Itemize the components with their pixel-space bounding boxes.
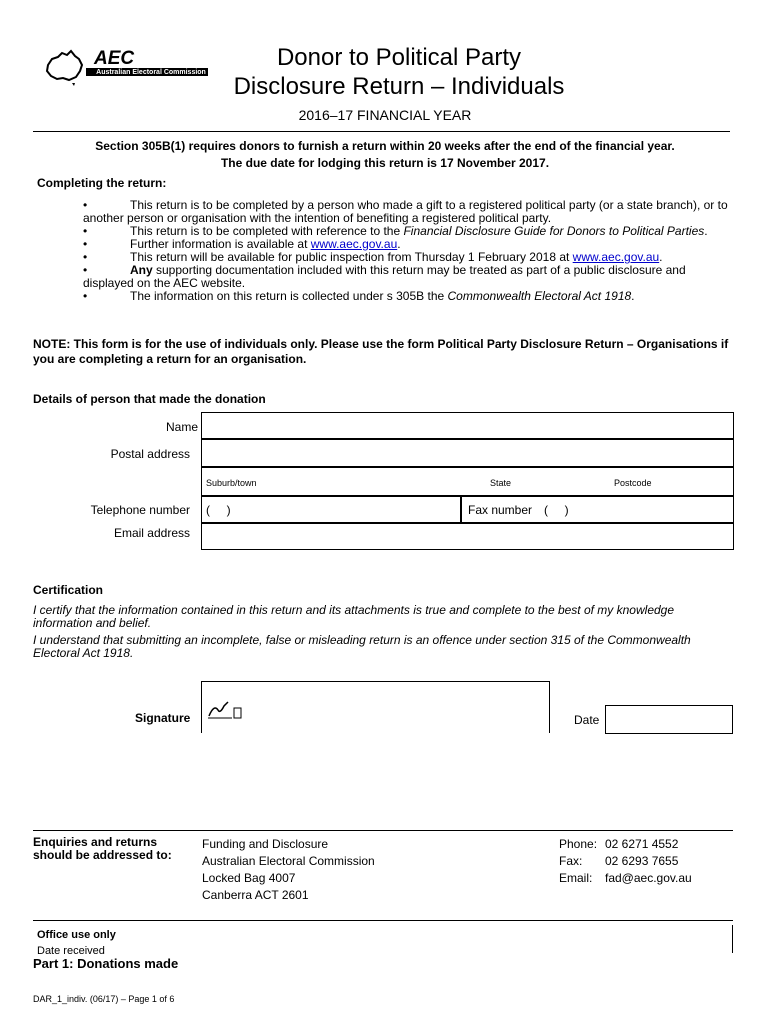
details-heading: Details of person that made the donation — [33, 392, 266, 406]
logo-abbr: AEC — [94, 48, 135, 69]
postal-address-field[interactable] — [201, 439, 734, 467]
page-footer: DAR_1_indiv. (06/17) – Page 1 of 6 — [33, 994, 175, 1004]
completing-heading: Completing the return: — [37, 176, 167, 190]
list-item: • This return will be available for public inspection from Thursday 1 February 2018 at www.aec.gov.au. — [83, 250, 663, 264]
aec-website-link[interactable]: www.aec.gov.au — [310, 237, 398, 251]
list-item: • This return is to be completed with reference to the Financial Disclosure Guide for Donors to Political Parties. — [83, 224, 708, 238]
requirement-text: Section 305B(1) requires donors to furnish a return within 20 weeks after the end of the financial year. The due date for lodging this return is 17 November 2017. — [95, 139, 675, 170]
enquiries-contact: Phone: 02 6271 4552 Fax: 02 6293 7655 Email: fad@aec.gov.au — [559, 837, 692, 885]
certification-heading: Certification — [33, 583, 104, 597]
signature-field[interactable] — [201, 681, 550, 733]
suburb-state-postcode-row[interactable] — [201, 467, 734, 496]
name-label: Name — [165, 420, 198, 434]
postal-address-label: Postal address — [110, 447, 190, 461]
enquiries-divider — [33, 830, 733, 831]
aec-website-link-2[interactable]: www.aec.gov.au — [572, 250, 660, 264]
phone-number: 02 6271 4552 — [605, 837, 679, 851]
telephone-field[interactable]: ( ) — [201, 496, 461, 523]
fax-field[interactable]: Fax number ( ) — [461, 496, 734, 523]
telephone-label: Telephone number — [90, 503, 190, 517]
postcode-label: Postcode — [614, 478, 652, 488]
enquiries-address: Funding and Disclosure Australian Electoral Commission Locked Bag 4007 Canberra ACT 2601 — [202, 837, 375, 902]
logo-name: Australian Electoral Commission — [96, 69, 206, 76]
office-box-edge — [732, 925, 733, 953]
fax-number: 02 6293 7655 — [605, 854, 679, 868]
list-item: • This return is to be completed by a person who made a gift to a registered political party (or a state branch), or to another person or organisation with the intention of benefiting a registered political party. — [83, 198, 728, 225]
office-divider — [33, 920, 733, 921]
offence-statement: I understand that submitting an incomplete, false or misleading return is an offence under section 315 of the Commonwealth Electoral Act 1918. — [33, 633, 691, 660]
office-use-heading: Office use only — [37, 929, 116, 941]
date-received-label: Date received — [37, 945, 105, 955]
email-address[interactable]: fad@aec.gov.au — [605, 871, 692, 885]
page-title: Donor to Political Party Disclosure Return – Individuals — [233, 44, 565, 100]
list-item: • The information on this return is collected under s 305B the Commonwealth Electoral Act 1918. — [83, 289, 635, 303]
email-field[interactable] — [201, 523, 734, 550]
financial-year: 2016–17 FINANCIAL YEAR — [298, 107, 472, 123]
note-text: NOTE: This form is for the use of individuals only. Please use the form Political Party Disclosure Return – Organisations if you are completing a return for an organisation. — [33, 337, 729, 366]
list-item: • Any supporting documentation included with this return may be treated as part of a public disclosure and displayed on the AEC website. — [83, 263, 686, 290]
pen-signature-icon — [206, 700, 242, 720]
signature-label: Signature — [135, 711, 191, 725]
certification-statement: I certify that the information contained in this return and its attachments is true and complete to the best of my knowledge information and belief. — [33, 603, 675, 630]
suburb-label: Suburb/town — [206, 478, 257, 488]
header-divider — [33, 131, 730, 132]
part1-heading: Part 1: Donations made — [33, 956, 184, 971]
date-field[interactable] — [605, 705, 733, 734]
email-label: Email address — [113, 526, 190, 540]
fax-label: Fax number — [468, 503, 533, 517]
enquiries-label: Enquiries and returns should be addressed to: — [33, 835, 172, 862]
list-item: • Further information is available at www.aec.gov.au. — [83, 237, 401, 251]
name-field[interactable] — [201, 412, 734, 439]
completing-bullets — [83, 199, 733, 303]
state-label: State — [490, 478, 512, 488]
date-label: Date — [574, 713, 600, 727]
